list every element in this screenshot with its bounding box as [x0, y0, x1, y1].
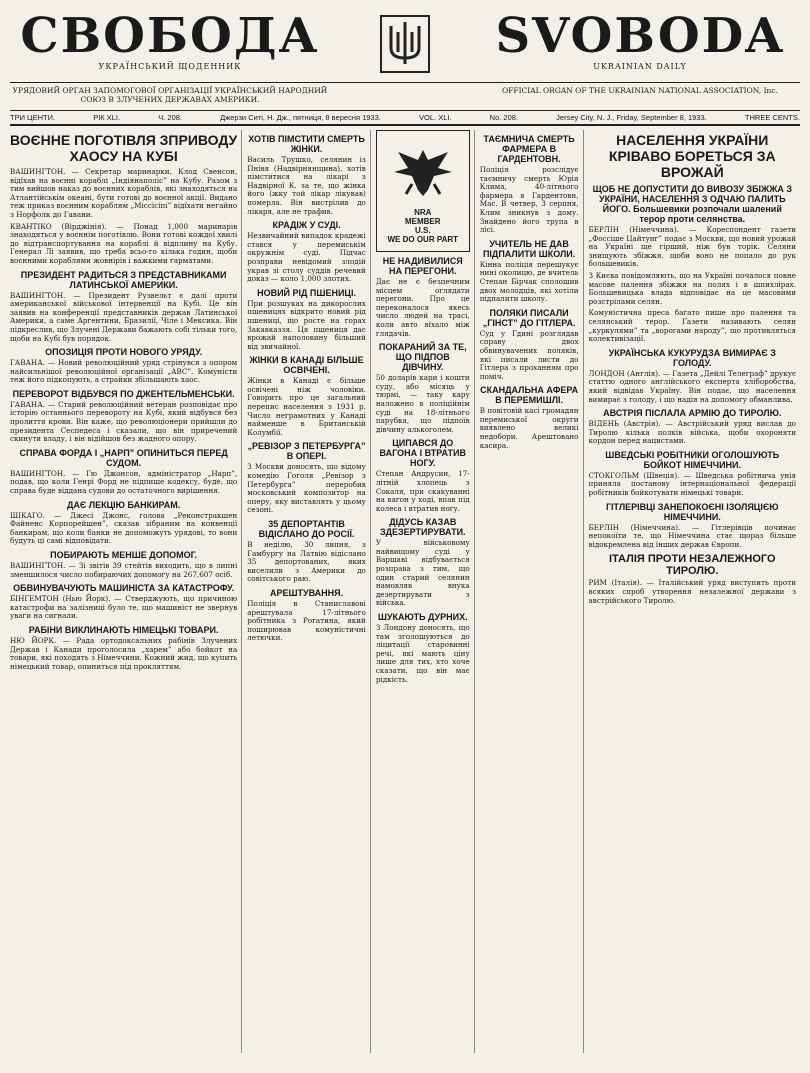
- article-text: ВІДЕНЬ (Австрія). — Австрійський уряд вислав до Тиролю кілька полків війська, щоби охороняти кордон перед нацистами.: [588, 419, 797, 446]
- article-text: З Києва повідомляють, що на Україні почалося повне масове палення збіжжя на полях і в шпихлірах. Большевицька влада відповідає на це масовими розстрілами селян.: [588, 270, 797, 306]
- article-text: БЕРЛІН (Німеччина). — Кореспондент газети „Фоссіше Цайтунг” подає з Москви, що новий урожай на Україні ще гірший, ніж був торік. Селяни знищують збіжжя, щоби воно не попало до рук большевиків.: [588, 225, 797, 269]
- article-text: НЮ ЙОРК. — Рада ортодоксальних рабінів Злучених Держав і Канади проголосила „харем” або бойкот на товари, які походять з Німеччини. Кожний жид, що купить німецький товар, опиниться під прокляттям.: [10, 635, 238, 671]
- column-5: [589, 130, 800, 1053]
- headline: ГІТЛЕРІВЦІ ЗАНЕПОКОЄНІ ІЗОЛЯЦІЄЮ НІМЕЧЧИНИ.: [605, 501, 779, 522]
- article-text: Комуністична преса багато пише про палення та селянський терор. Газети називають селян „куркулями” та „ворогами народу”, що противляться колективізації.: [588, 308, 797, 344]
- article-text: БЕРЛІН (Німеччина). — Гітлерівців починає непокоїти те, що Німеччина стає щораз більше відокремлена від інших держав Європи.: [588, 522, 797, 549]
- issue-english: No. 208.: [489, 113, 519, 122]
- headline: ХОТІВ ПІМСТИТИ СМЕРТЬ ЖІНКИ.: [248, 134, 365, 154]
- nra-eagle-emblem: [376, 130, 470, 252]
- article-text: З Москви доносять, що відому комедію Гоголя „Ревізор з Петербурга” переробив московський композитор на оперу, яку виставлять у цьому сезоні.: [247, 462, 366, 515]
- article-text: 50 доларів кари і кошти суду, або місяць у тюрмі, — таку кару наложено в поліційнім суді на 18-літнього парубка, що підпоїв дівчину алькоголем.: [375, 373, 470, 434]
- article-text: Кінна поліція перешукує нині околицю, де вчитель Степан Бірчак сполошив двох молодців, які хотіли підпалити школу.: [479, 259, 579, 304]
- price-ukrainian: ТРИ ЦЕНТИ.: [10, 113, 56, 122]
- article-text: Незвичайний випадок крадежі стався у перемиськім окружнім суді. Підчас розправи невідомий злодій украв зі столу суддів речевий доказ — коло 1,000 злотих.: [247, 231, 366, 284]
- headline: „РЕВІЗОР З ПЕТЕРБУРГА” В ОПЕРІ.: [247, 441, 366, 462]
- headline: УЧИТЕЛЬ НЕ ДАВ ПІДПАЛИТИ ШКОЛИ.: [482, 238, 576, 259]
- headline: АРЕШТУВАННЯ.: [269, 587, 344, 598]
- headline: КРАДІЖ У СУДІ.: [272, 220, 341, 231]
- headline: ІТАЛІЯ ПРОТИ НЕЗАЛЕЖНОГО ТИРОЛЮ.: [608, 553, 776, 578]
- article-text: СТОКГОЛЬМ (Швеція). — Шведська робітнича унія приняла постанову інтернаціональної федерації робітників бойкотувати німецькі товари.: [588, 470, 797, 498]
- article-columns: [10, 130, 800, 1053]
- headline: ПОЛЯКИ ПИСАЛИ „ГІНСТ” ДО ГІТЛЕРА.: [482, 307, 576, 328]
- banner-ukrainian: УРЯДОВИЙ ОРГАН ЗАПОМОГОВОЇ ОРГАНІЗАЦІЇ УКРАЇНСЬКИЙ НАРОДНИЙ СОЮЗ В ЗЛУЧЕНИХ ДЕРЖАВАХ АМЕРИКИ.: [12, 86, 328, 104]
- year-ukrainian: РІК XLI.: [93, 113, 121, 122]
- headline: ШВЕДСЬКІ РОБІТНИКИ ОГОЛОШУЮТЬ БОЙКОТ НІМЕЧЧИНИ.: [605, 449, 780, 470]
- title-ukrainian: СВОБОДА: [20, 10, 320, 64]
- headline: ТАЄМНИЧА СМЕРТЬ ФАРМЕРА В ГАРДЕНТОВН.: [483, 134, 575, 164]
- nra-motto: WE DO OUR PART: [387, 235, 459, 244]
- article-text: У військовому найвищому суді у Варшаві відбувається розправа з тим, що один старий селянин намовляв внука дезертирувати з війська.: [375, 538, 470, 608]
- headline: НЕ НАДИВИЛИСЯ НА ПЕРЕГОНИ.: [382, 256, 463, 276]
- article-text: ГАВАНА. — Новий революційний уряд стрінувся з опором найсильнішої революційної організації „АВС”. Комуністи теж його підкопують, а страйки збільшають хаос.: [10, 358, 238, 385]
- article-text: Поліція в Станиславові арештувала 17-літнього робітника з Рогатина, який поширював комуністичні летючки.: [247, 598, 366, 643]
- article-text: Степан Андрусин, 17-літній хлопець з Сокаля, при скакуванні на вагон у ході, впав під колеса і втратив ногу.: [375, 469, 470, 513]
- trident-emblem-icon: [360, 10, 450, 78]
- title-english: SVOBODA: [495, 10, 785, 64]
- masthead: [10, 10, 800, 82]
- article-text: КВАНТІКО (Вірджінія). — Понад 1,000 маринарів знаходяться у воєннім поготівлю. Вони готові кождої хвилі до відтранспортування на кораблі й відплину на Кубу. Генерал Лі заявив, що треба всьо-го кілька годин, щоби воєнними кораблями жовнірів і важкими гарматами.: [10, 221, 238, 265]
- headline: 35 ДЕПОРТАНТІВ ВІДІСЛАНО ДО РОСІЇ.: [258, 519, 355, 539]
- headline: ЦИПАВСЯ ДО ВАГОНА І ВТРАТИВ НОГУ.: [379, 438, 466, 469]
- headline: ПЕРЕВОРОТ ВІДБУВСЯ ПО ДЖЕНТЕЛЬМЕНСЬКИ.: [12, 388, 235, 399]
- subheadline: ЩОБ НЕ ДОПУСТИТИ ДО ВИВОЗУ ЗБІЖЖА З УКРАЇНИ, НАСЕЛЕННЯ З ОДЧАЮ ПАЛИТЬ ЙОГО. Большевики розпочали шалений терор проти селянства.: [592, 184, 792, 224]
- headline-cuba: ВОЄННЕ ПОГОТІВЛЯ ЗПРИВОДУ ХАОСУ НА КУБІ: [10, 132, 238, 164]
- article-text: ВАШИНГТОН. — Президент Рузвельт є далі проти американської військової інтервенції на Кубі. Це він заявив на конференції представників держав Латинської Америки, а саме Аргентини, Бразилії, Чіле і Мексика. Він підкреслив, що Злучені Держави бажають собі тільки того, щоби на Кубі був порядок.: [10, 290, 238, 343]
- nra-member: MEMBER: [404, 217, 441, 226]
- column-2: [247, 130, 371, 1053]
- headline: ОБВИНУВАЧУЮТЬ МАШИНІСТА ЗА КАТАСТРОФУ.: [13, 583, 235, 594]
- column-4: [480, 130, 584, 1053]
- subtitle-ukrainian: УКРАЇНСЬКИЙ ЩОДЕННИК: [98, 62, 242, 71]
- article-text: БІНГЕМТОН (Нью Йорк). — Стверджують, що причиною катастрофи на залізниці було те, що машиніст не звернув уваги на сигнали.: [10, 594, 238, 621]
- headline: ЖІНКИ В КАНАДІ БІЛЬШЕ ОСВІЧЕНІ.: [249, 355, 364, 376]
- headline: ПРЕЗИДЕНТ РАДИТЬСЯ З ПРЕДСТАВНИКАМИ ЛАТИНСЬКОЇ АМЕРИКИ.: [20, 269, 227, 290]
- headline: ОПОЗИЦІЯ ПРОТИ НОВОГО УРЯДУ.: [45, 347, 203, 358]
- headline: СПРАВА ФОРДА І „НАРП” ОПИНИТЬСЯ ПЕРЕД СУДОМ.: [19, 447, 228, 468]
- headline: ПОКАРАНИЙ ЗА ТЕ, ЩО ПІДПОВ ДІВЧИНУ.: [378, 342, 467, 373]
- article-text: Дає не є безпечним місцем оглядати перегони. Про це переконалося якесь число людей на трасі, коли авто вїхало між глядачів.: [375, 277, 470, 338]
- subtitle-english: UKRAINIAN DAILY: [593, 62, 687, 71]
- volume-english: VOL. XLI.: [419, 113, 452, 122]
- article-text: З Лондону доносять, що там зголошуються до ліцитації старовинні речі, які мають ціну лише для тих, хто хоче сказати, що він має рідкість.: [375, 623, 470, 684]
- article-text: В повітовій касі громадян перемиської округи виявлено великі недобори. Арештовано касира.: [479, 406, 579, 450]
- masthead-english: [480, 10, 800, 71]
- article-text: ШІКАГО. — Джесі Джонс, голова „Реконстракшен Файненс Корпорейшен”, сказав зібраним на конвенції банкирам, що коли банки не допоможуть урядові, то вони будуть ці самі відповідати.: [10, 510, 238, 546]
- headline: РАБІНИ ВИКЛИНАЮТЬ НІМЕЦЬКІ ТОВАРИ.: [28, 624, 219, 635]
- article-text: ВАШИНГТОН. — Зі звітів 39 стейтів виходить, що в липні зменшилося число побираючих допомогу на 267,607 осіб.: [10, 561, 238, 579]
- article-text: ВАШИНГТОН. — Секретар маринарки, Клод Свенсон, відїхав на воєнні кораблі „Індіянаполіс” на Кубу. Разом з тим вийшов наказ до воєнних кораблів, які знаходяться на Атлантійськім океані, бути готові до воєнної акції. Видано теж приказ воєнним кораблям „Міссісіпі” відїхати негайно з Норфолк до Гавани.: [10, 167, 238, 219]
- headline-ukraine-harvest: НАСЕЛЕННЯ УКРАЇНИ КРІВАВО БОРЕТЬСЯ ЗА ВРОЖАЙ: [608, 132, 776, 180]
- price-english: THREE CENTS.: [744, 113, 800, 122]
- eagle-icon: [388, 138, 458, 208]
- article-text: При розшуках на дикорослих пшеницях відкрито новий рід пшениці, що росте на горах Закавказзя. Ця пшениця дає врожай наполовину більший від звичайної.: [247, 298, 366, 351]
- issue-ukrainian: Ч. 208.: [158, 113, 182, 122]
- masthead-ukrainian: [10, 10, 330, 71]
- article-text: ЛОНДОН (Англія). — Газета „Дейлі Телеграф” друкує статтю одного англійського експерта хліборобства, який відвідав Україну. Він подає, що населення вимирає з голоду, і що надія на допомогу обманлива.: [588, 368, 797, 404]
- dateline: [10, 110, 800, 126]
- article-text: РИМ (Італія). — Італійський уряд виступить проти всяких спроб утворення незалежної держави з австрійського Тиролю.: [588, 578, 797, 605]
- official-organ-banner: [10, 82, 800, 110]
- column-1: [10, 130, 242, 1053]
- column-3: [376, 130, 475, 1053]
- headline: НОВИЙ РІД ПШЕНИЦІ.: [257, 287, 356, 298]
- article-text: Василь Трушко, селянин із Пнівя (Надвірнянщина), хотів пімститися на лікарі з Надвірної К. за те, що жінка його (жку той лікар лікував) померла. Він вистрілив до лікаря, але не трафив.: [247, 155, 366, 216]
- nra-us: U.S.: [414, 226, 431, 235]
- headline: УКРАЇНСЬКА КУКУРУДЗА ВИМИРАЄ З ГОЛОДУ.: [608, 347, 776, 368]
- headline: АВСТРІЯ ПІСЛАЛА АРМІЮ ДО ТИРОЛЮ.: [603, 408, 782, 419]
- headline: СКАНДАЛЬНА АФЕРА В ПЕРЕМИШЛІ.: [480, 385, 579, 406]
- article-text: Поліція розслідує таємничу смерть Юрія Клима, 40-літнього фармера в Гардентовн, Мас. В четвер, 3 серпня, Клим зникнув з дому. Знайдено його трупа в лісі.: [479, 165, 579, 235]
- banner-english: OFFICIAL ORGAN OF THE UKRAINIAN NATIONAL ASSOCIATION, Inc.: [502, 86, 778, 95]
- headline: ПОБИРАЮТЬ МЕНШЕ ДОПОМОГ.: [50, 550, 198, 560]
- article-text: Жінки в Канаді є більше освічені ніж чоловіки. Говорить про це загальний перепис населення з 1931 р. Число неграмотних у Канаді найменше в Британській Колумбії.: [247, 376, 366, 437]
- article-text: ГАВАНА. — Старий революційний ветеран розповідає про історію останнього перевороту на Кубі, який відбувся без пролиття крови. Він каже, що революціонери прийшли до президента Сеспедеса і сказали, що він приречений скинути владу, і він відійшов без жадного опору.: [10, 399, 238, 444]
- headline: ШУКАЮТЬ ДУРНИХ.: [377, 612, 468, 623]
- place-english: Jersey City, N. J., Friday, September 8, 1933.: [556, 113, 707, 122]
- newspaper-page: [10, 10, 800, 1053]
- place-ukrainian: Джерзи Ситі, Н. Дж., пятниця, 8 вересня 1933.: [220, 113, 381, 122]
- article-text: В неділю, 30 липня, з Гамбургу на Латвію відіслано 35 депортованих, яких виселили з Америки до совітського раю.: [247, 540, 366, 584]
- headline: ДАЄ ЛЕКЦІЮ БАНКИРАМ.: [66, 499, 181, 510]
- nra-word: NRA: [414, 208, 432, 217]
- headline: ДІДУСЬ КАЗАВ ЗДЕЗЕРТИРУВАТИ.: [379, 517, 466, 538]
- article-text: ВАШИНГТОН. — Гю Джонсон, адміністратор „Нарп”, подав, що коли Генрі Форд не підпише кодексу, буде, що справа буде віддана судови до остаточного вирішення.: [10, 468, 238, 496]
- article-text: Суд у Гдині розглядав справу двох обвинувачених поляків, які писали листи до Гітлера з проханням про поміч.: [479, 328, 579, 381]
